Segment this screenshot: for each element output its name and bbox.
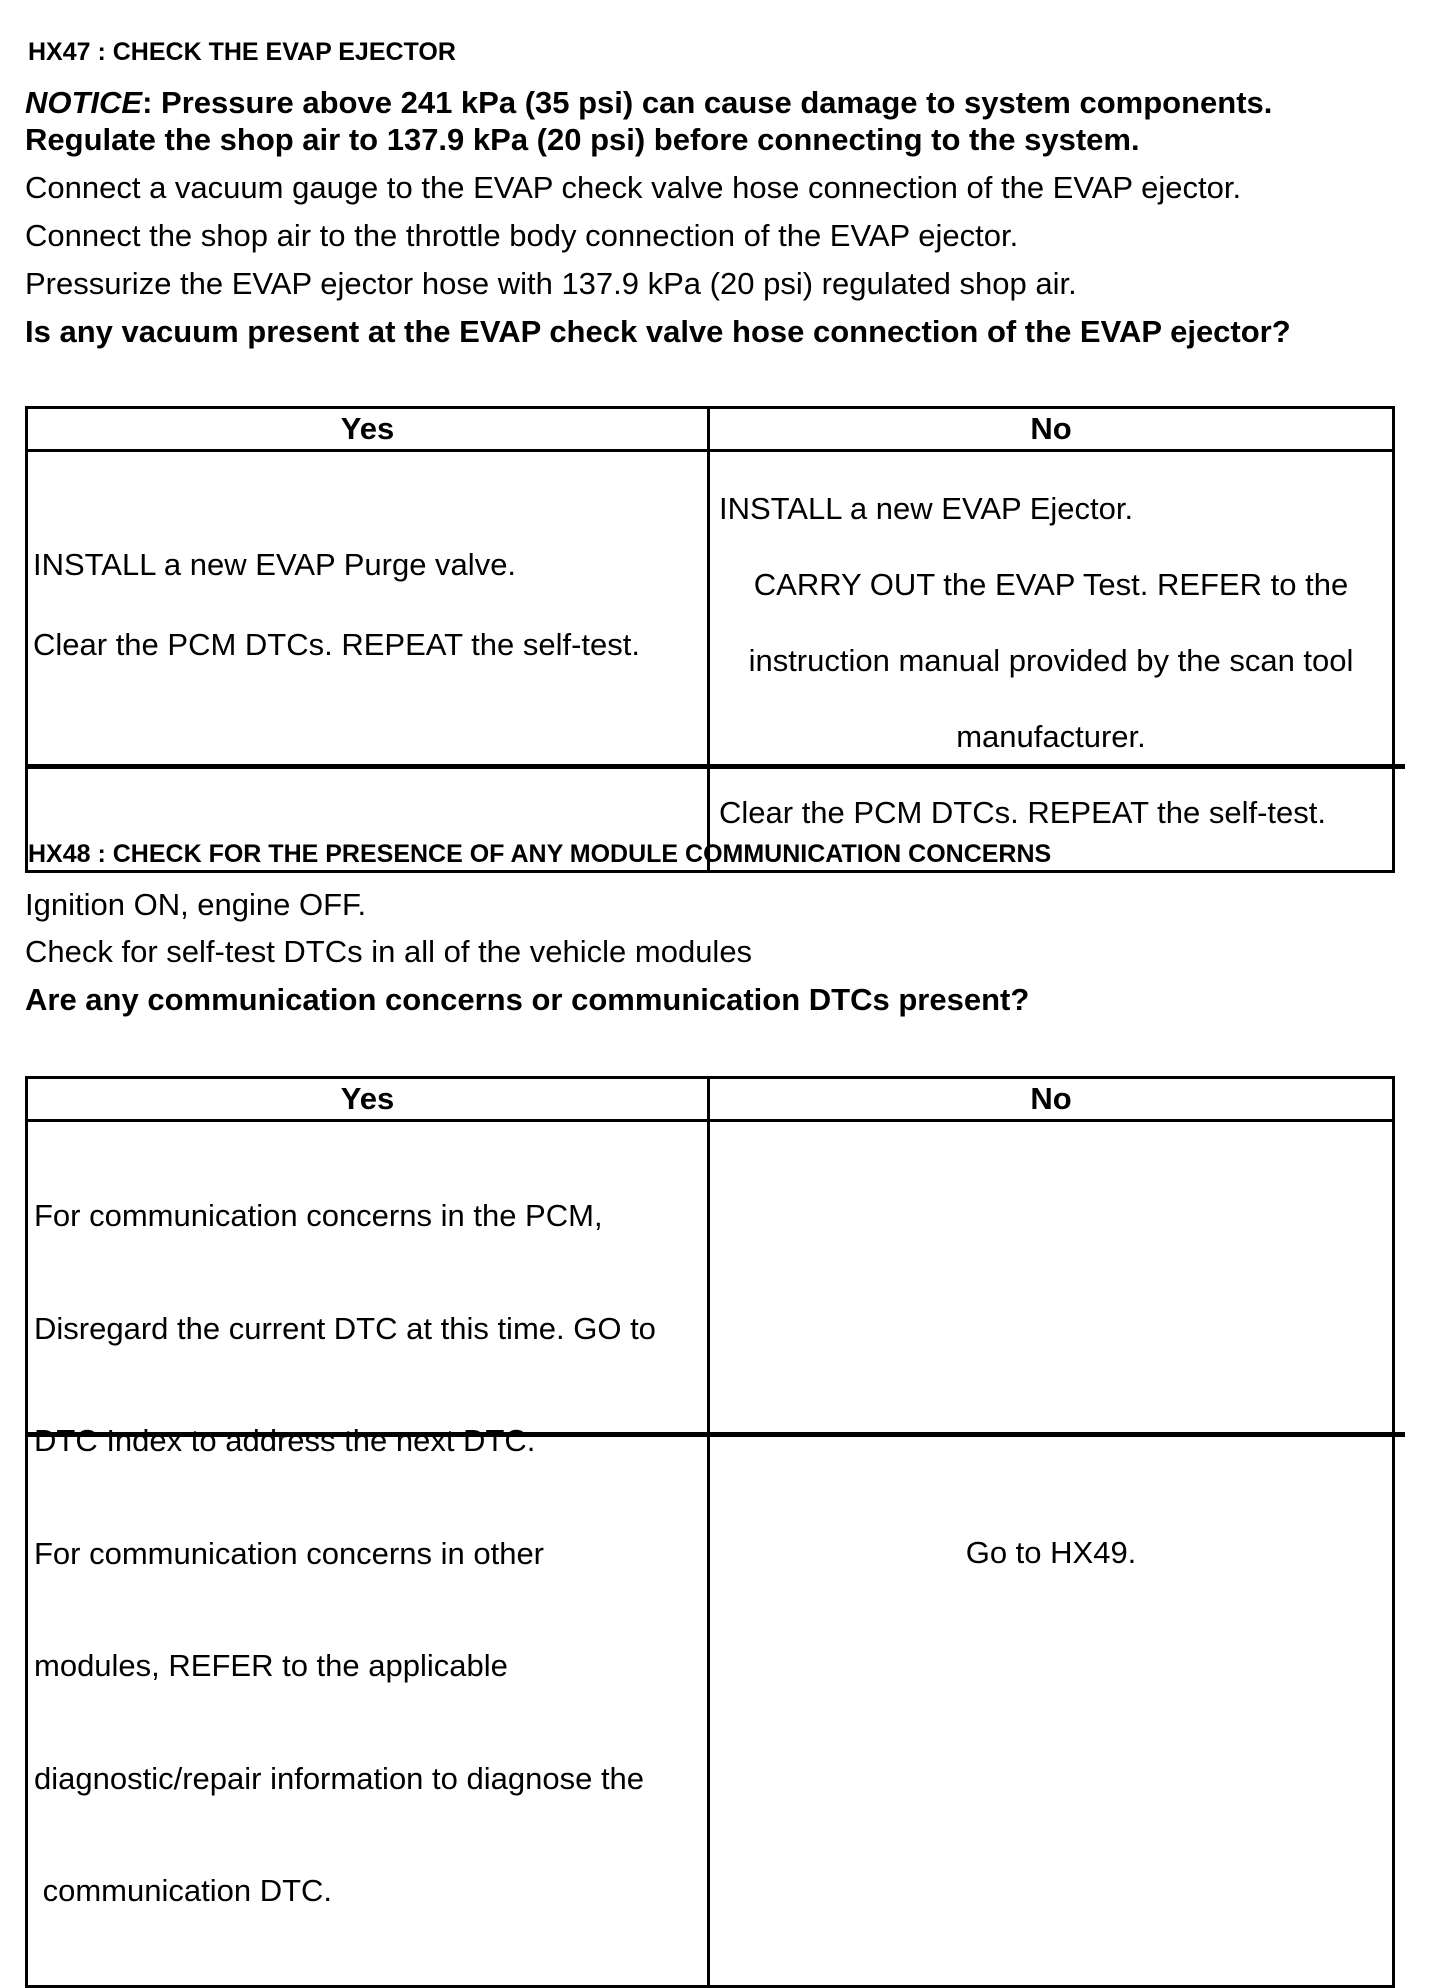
hx47-no-line: INSTALL a new EVAP Ejector. xyxy=(719,491,1134,526)
hx47-title: HX47 : CHECK THE EVAP EJECTOR xyxy=(28,38,456,66)
hx48-yes-line: communication DTC. xyxy=(34,1873,333,1908)
hx47-no-line: CARRY OUT the EVAP Test. REFER to the xyxy=(753,567,1349,602)
hx48-question: Are any communication concerns or communication DTCs present? xyxy=(25,982,1030,1017)
hx47-step-2: Connect the shop air to the throttle body connection of the EVAP ejector. xyxy=(25,218,1019,253)
hx47-notice-line-1 xyxy=(25,84,1272,122)
hx48-yes-line: diagnostic/repair information to diagnose the xyxy=(34,1760,645,1796)
hx48-no-header: No xyxy=(709,1078,1394,1121)
hx48-yes-line: modules, REFER to the applicable xyxy=(34,1648,508,1683)
hx48-no-text: Go to HX49. xyxy=(965,1535,1137,1571)
hx47-step-3: Pressurize the EVAP ejector hose with 137.9 kPa (20 psi) regulated shop air. xyxy=(25,266,1077,301)
hx48-step-2: Check for self-test DTCs in all of the vehicle modules xyxy=(25,934,753,969)
hx48-yes-cell xyxy=(27,1121,709,1987)
hx47-yes-line: Clear the PCM DTCs. REPEAT the self-test. xyxy=(33,627,640,662)
hx47-no-cell xyxy=(709,451,1394,872)
section-divider xyxy=(25,1432,1405,1437)
hx47-notice-line-2: Regulate the shop air to 137.9 kPa (20 psi) before connecting to the system. xyxy=(25,122,1140,157)
hx48-title: HX48 : CHECK FOR THE PRESENCE OF ANY MODULE COMMUNICATION CONCERNS xyxy=(28,840,1052,868)
hx48-response-table xyxy=(25,1076,1395,1988)
hx48-no-cell xyxy=(709,1121,1394,1987)
hx47-response-table xyxy=(25,406,1395,873)
hx47-no-header: No xyxy=(709,408,1394,451)
hx48-yes-header: Yes xyxy=(27,1078,709,1121)
hx48-yes-line: For communication concerns in the PCM, xyxy=(34,1198,603,1233)
hx48-yes-line: For communication concerns in other xyxy=(34,1535,545,1571)
hx47-step-1: Connect a vacuum gauge to the EVAP check valve hose connection of the EVAP ejector. xyxy=(25,170,1242,205)
hx47-yes-header: Yes xyxy=(27,408,709,451)
hx47-no-line: instruction manual provided by the scan tool xyxy=(748,643,1354,678)
hx47-yes-cell xyxy=(27,451,709,872)
hx47-no-line: manufacturer. xyxy=(956,719,1146,754)
hx48-yes-line: DTC Index to address the next DTC. xyxy=(34,1423,536,1458)
hx47-yes-line: INSTALL a new EVAP Purge valve. xyxy=(33,547,517,582)
hx47-question: Is any vacuum present at the EVAP check valve hose connection of the EVAP ejector? xyxy=(25,314,1291,349)
notice-text-1: : Pressure above 241 kPa (35 psi) can cause damage to system components. xyxy=(142,85,1273,120)
hx47-no-line: Clear the PCM DTCs. REPEAT the self-test. xyxy=(719,795,1326,830)
notice-label: NOTICE xyxy=(25,85,143,120)
hx48-step-1: Ignition ON, engine OFF. xyxy=(25,887,367,922)
hx48-yes-line: Disregard the current DTC at this time. GO to xyxy=(34,1310,656,1346)
section-divider xyxy=(25,764,1405,769)
